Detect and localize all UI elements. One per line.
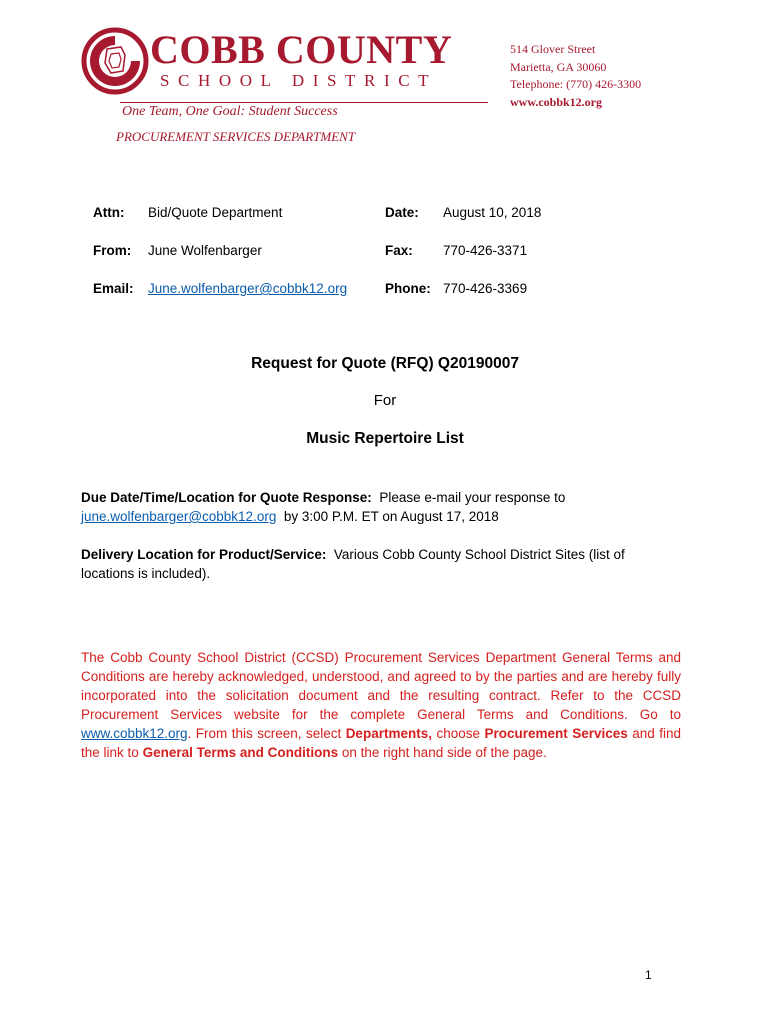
terms-text-3: choose <box>436 726 480 741</box>
due-date-email-link[interactable]: june.wolfenbarger@cobbk12.org <box>81 509 277 524</box>
terms-bold-procurement: Procurement Services <box>484 726 628 741</box>
address-street: 514 Glover Street <box>510 42 596 56</box>
from-label: From: <box>93 243 132 258</box>
terms-bold-departments: Departments, <box>345 726 432 741</box>
due-date-text-1: Please e-mail your response to <box>379 490 566 505</box>
phone-value: 770-426-3369 <box>443 281 528 296</box>
district-logo-icon <box>81 27 149 95</box>
due-date-label: Due Date/Time/Location for Quote Response: <box>81 490 372 505</box>
delivery-text: Various Cobb County School District Sites (list of locations is included). <box>81 547 625 581</box>
terms-paragraph <box>81 648 681 762</box>
delivery-paragraph <box>81 545 681 583</box>
due-date-text-2: by 3:00 P.M. ET on August 17, 2018 <box>283 509 499 524</box>
district-subtitle: SCHOOL DISTRICT <box>160 71 438 90</box>
delivery-label: Delivery Location for Product/Service: <box>81 547 327 562</box>
terms-text-2: . From this screen, select <box>187 726 342 741</box>
district-name: COBB COUNTY <box>150 27 453 72</box>
attn-label: Attn: <box>93 205 125 220</box>
terms-text-4: and find the link to <box>81 726 681 760</box>
rfq-for: For <box>373 392 397 409</box>
attn-value: Bid/Quote Department <box>148 205 283 220</box>
district-address <box>510 41 641 111</box>
address-telephone: Telephone: (770) 426-3300 <box>510 77 642 91</box>
terms-bold-general-terms: General Terms and Conditions <box>142 745 339 760</box>
department-name: PROCUREMENT SERVICES DEPARTMENT <box>116 129 356 144</box>
rfq-subject: Music Repertoire List <box>306 430 464 447</box>
header-divider <box>120 102 488 103</box>
email-link[interactable]: June.wolfenbarger@cobbk12.org <box>148 281 348 296</box>
terms-text-1: The Cobb County School District (CCSD) Procurement Services Department General Terms and Conditions are hereby acknowledged, understood, and agreed to by the parties and are hereby fully incorporated into the solicitation document and the resulting contract. Refer to the CCSD Procurement Services website for the complete General Terms and Conditions. Go to <box>81 650 681 722</box>
terms-website-link[interactable]: www.cobbk12.org <box>81 726 188 741</box>
rfq-title: Request for Quote (RFQ) Q20190007 <box>251 355 519 372</box>
due-date-paragraph <box>81 488 681 526</box>
address-website[interactable]: www.cobbk12.org <box>510 94 603 109</box>
address-city: Marietta, GA 30060 <box>510 59 607 74</box>
date-label: Date: <box>385 205 419 220</box>
email-label: Email: <box>93 281 134 296</box>
district-motto: One Team, One Goal: Student Success <box>122 104 338 119</box>
fax-value: 770-426-3371 <box>443 243 528 258</box>
date-value: August 10, 2018 <box>443 205 542 220</box>
page-number: 1 <box>645 968 652 982</box>
phone-label: Phone: <box>385 281 431 296</box>
fax-label: Fax: <box>385 243 413 258</box>
terms-text-5: on the right hand side of the page. <box>341 745 547 760</box>
from-value: June Wolfenbarger <box>148 243 262 258</box>
